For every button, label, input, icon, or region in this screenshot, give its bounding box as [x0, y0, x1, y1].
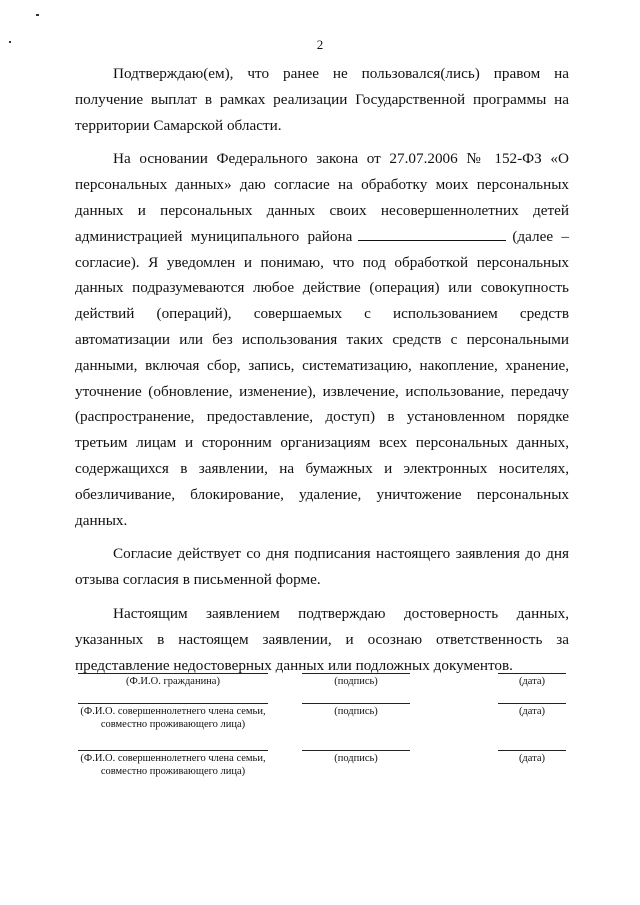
- name-signature-field[interactable]: (Ф.И.О. гражданина): [78, 673, 268, 689]
- name-signature-field[interactable]: (Ф.И.О. совершеннолетнего члена семьи, совместно проживающего лица): [78, 703, 268, 731]
- consent-text-start: На основании Федерального закона от 27.07.2006 № 152-ФЗ «О персональных данных» даю согласие на обработку моих персональных данных и персональных данных своих несовершеннолетних детей администрацией муниципального района: [75, 150, 569, 245]
- signature-field[interactable]: (подпись): [302, 703, 410, 719]
- page-number: 2: [316, 37, 324, 52]
- date-field[interactable]: (дата): [498, 750, 566, 766]
- consent-text-end: (далее – согласие). Я уведомлен и понимаю, что под обработкой персональных данных подразумеваются любое действие (операция) или совокупность действий (операций), совершаемых с использованием средств автоматизации или без использования таких средств с персональными данными, включая сбор, запись, систематизацию, накопление, хранение, уточнение (обновление, изменение), извлечение, использование, передачу (распространение, предоставление, доступ) в установленном порядке третьим лицам и сторонним организациям всех персональных данных, содержащихся в заявлении, на бумажных и электронных носителях, обезличивание, блокирование, удаление, уничтожение персональных данных.: [75, 227, 569, 529]
- paragraph-previous-payments: Подтверждаю(ем), что ранее не пользовался(лись) правом на получение выплат в рамках реализации Государственной программы на территории Самарской области.: [75, 65, 569, 134]
- signature-field[interactable]: (подпись): [302, 673, 410, 689]
- document-body: [75, 61, 569, 686]
- date-field[interactable]: (дата): [498, 673, 566, 689]
- paragraph-validity: Согласие действует со дня подписания настоящего заявления до дня отзыва согласия в письменной форме.: [75, 545, 569, 589]
- paragraph-consent: [75, 146, 569, 533]
- scan-speck: [36, 14, 39, 16]
- signature-field[interactable]: (подпись): [302, 750, 410, 766]
- date-field[interactable]: (дата): [498, 703, 566, 719]
- paragraph-confirmation: Настоящим заявлением подтверждаю достоверность данных, указанных в настоящем заявлении, и осознаю ответственность за представление недостоверных данных или подложных документов.: [75, 604, 569, 674]
- municipality-blank-field[interactable]: [358, 228, 506, 241]
- name-signature-field[interactable]: (Ф.И.О. совершеннолетнего члена семьи, совместно проживающего лица): [78, 750, 268, 778]
